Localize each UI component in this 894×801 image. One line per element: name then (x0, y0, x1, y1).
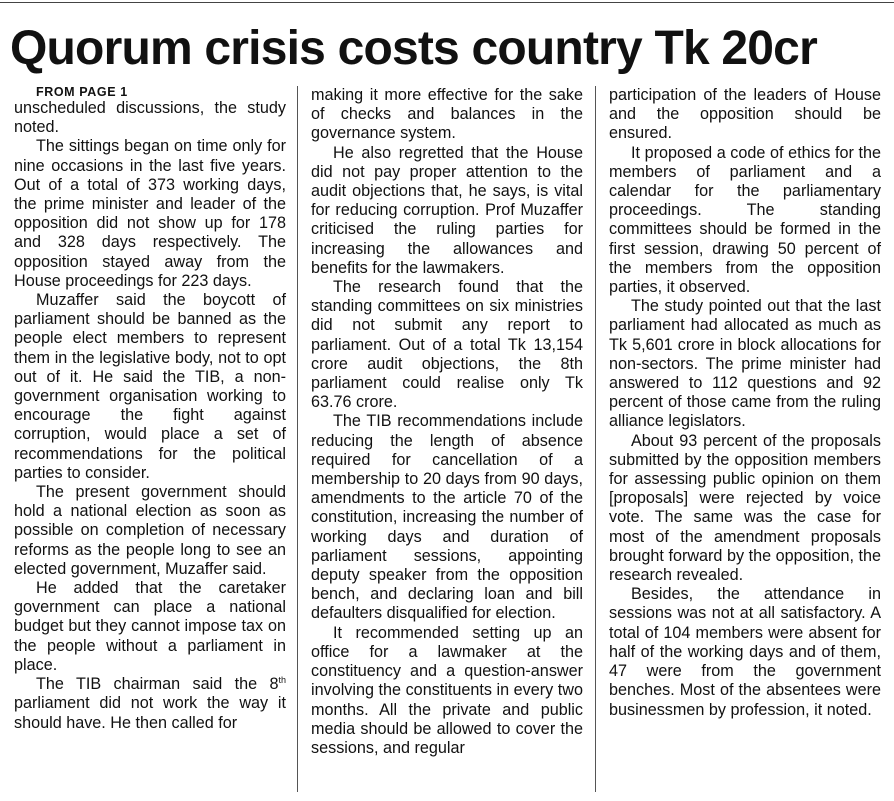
paragraph: It recommended setting up an office for a lawmaker at the constituency and a question-answer involving the constituents in every two months. All the private and public media should be allowed to cover the sessions, and regular (311, 623, 583, 757)
paragraph: participation of the leaders of House and the opposition should be ensured. (609, 86, 881, 143)
paragraph: The research found that the standing committees on six ministries did not submit any report to parliament. Out of a total Tk 13,154 crore audit objections, the 8th parliament could realise only Tk 63.76 crore. (311, 278, 583, 412)
paragraph: The study pointed out that the last parliament had allocated as much as Tk 5,601 crore in block allocations for non-sectors. The prime minister had answered to 112 questions and 92 percent of those came from the ruling alliance legislators. (609, 297, 881, 431)
paragraph (14, 675, 286, 733)
paragraph: Muzaffer said the boycott of parliament should be banned as the people elect members to represent them in the legislative body, not to opt out of it. He said the TIB, a non-government organisation working to encourage the fight against corruption, would place a set of recommendations for the political parties to consider. (14, 291, 286, 482)
paragraph: About 93 percent of the proposals submitted by the opposition members for assessing public opinion on them [proposals] were rejected by voice vote. The same was the case for most of the amendment proposals brought forward by the opposition, the research revealed. (609, 431, 881, 585)
article-column-2 (311, 86, 583, 758)
paragraph: The sittings began on time only for nine occasions in the last five years. Out of a total of 373 working days, the prime minister and leader of the opposition did not show up for 178 and 328 days respectively. The opposition stayed away from the House proceedings for 223 days. (14, 137, 286, 290)
paragraph-text: parliament did not work the way it should have. He then called for (14, 694, 286, 732)
paragraph-text: The TIB chairman said the 8 (36, 675, 279, 694)
top-rule (0, 2, 894, 3)
column-divider (297, 86, 298, 792)
article-column-3 (609, 86, 881, 720)
headline: Quorum crisis costs country Tk 20cr (10, 22, 817, 75)
paragraph: The TIB recommendations include reducing the length of absence required for cancellation of a membership to 20 days from 90 days, amendments to the article 70 of the constitution, increasing the number of working days and duration of parliament sessions, appointing deputy speaker from the opposition bench, and declaring loan and bill defaulters disqualified for election. (311, 412, 583, 623)
paragraph: unscheduled discussions, the study noted. (14, 99, 286, 137)
paragraph: Besides, the attendance in sessions was not at all satisfactory. A total of 104 members were absent for half of the working days and of them, 47 were from the government benches. Most of the absentees were businessmen by profession, it noted. (609, 585, 881, 719)
paragraph: He added that the caretaker government can place a national budget but they cannot impose tax on the people without a parliament in place. (14, 579, 286, 674)
article-column-1 (14, 86, 286, 733)
paragraph: The present government should hold a national election as soon as possible on completion of necessary reforms as the people long to see an elected government, Muzaffer said. (14, 483, 286, 578)
ordinal-suffix: th (278, 675, 286, 686)
from-page-label: FROM PAGE 1 (36, 85, 128, 99)
paragraph: It proposed a code of ethics for the members of parliament and a calendar for the parliamentary proceedings. The standing committees should be formed in the first session, drawing 50 percent of the members from the opposition parties, it observed. (609, 143, 881, 297)
column-divider (595, 86, 596, 792)
paragraph: making it more effective for the sake of checks and balances in the governance system. (311, 86, 583, 143)
paragraph: He also regretted that the House did not pay proper attention to the audit objections that, he says, is vital for reducing corruption. Prof Muzaffer criticised the ruling parties for increasing the allowances and benefits for the lawmakers. (311, 143, 583, 277)
